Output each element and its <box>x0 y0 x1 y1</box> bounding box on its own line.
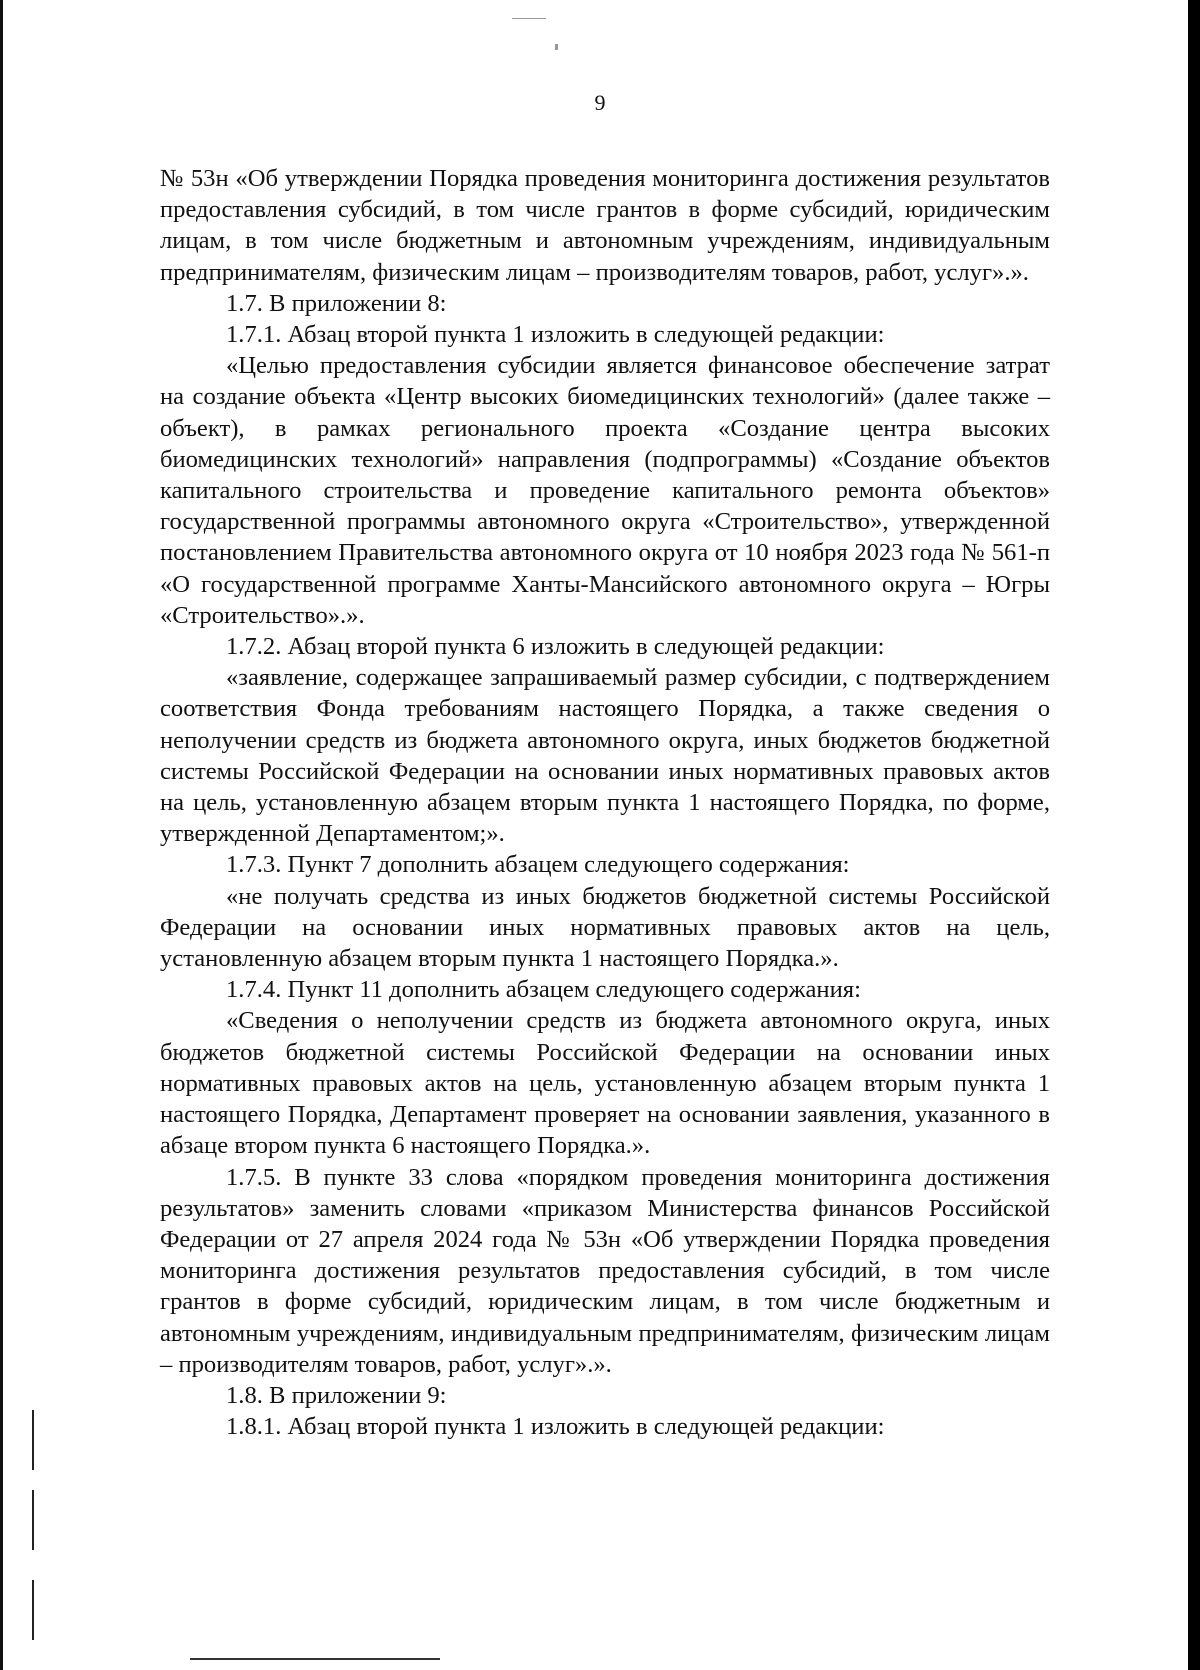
scan-right-edge <box>1188 0 1200 1670</box>
scan-noise-mark <box>555 44 558 50</box>
paragraph: 1.8.1. Абзац второй пункта 1 изложить в следующей редакции: <box>226 1413 885 1441</box>
paragraph: № 53н «Об утверждении Порядка проведения мониторинга достижения результатов предоставления субсидий, в том числе грантов в форме субсидий, юридическим лицам, в том числе бюджетным и автономным учреждениям, индивидуальным предпринимателям, физическим лицам – производителям товаров, работ, услуг».». <box>160 165 1050 286</box>
paragraph: «не получать средства из иных бюджетов бюджетной системы Российской Федерации на основании иных нормативных правовых актов на цель, установленную абзацем вторым пункта 1 настоящего Порядка.». <box>160 882 1050 973</box>
paragraph: 1.7.5. В пункте 33 слова «порядком проведения мониторинга достижения результатов» заменить словами «приказом Министерства финансов Российской Федерации от 27 апреля 2024 года № 53н «Об утверждении Порядка проведения мониторинга достижения результатов предоставления субсидий, в том числе грантов в форме субсидий, юридическим лицам, в том числе бюджетным и автономным учреждениям, индивидуальным предпринимателям, физическим лицам – производителям товаров, работ, услуг».». <box>160 1163 1050 1378</box>
scan-left-tick <box>32 1490 34 1550</box>
scan-left-tick <box>32 1410 34 1470</box>
scan-left-edge <box>0 0 3 1670</box>
paragraph: «Сведения о неполучении средств из бюджета автономного округа, иных бюджетов бюджетной системы Российской Федерации на основании иных нормативных правовых актов на цель, установленную абзацем вторым пункта 1 настоящего Порядка, Департамент проверяет на основании заявления, указанного в абзаце втором пункта 6 настоящего Порядка.». <box>160 1007 1050 1160</box>
paragraph: 1.7.2. Абзац второй пункта 6 изложить в следующей редакции: <box>226 633 885 661</box>
document-body <box>160 163 1050 1442</box>
paragraph: 1.7.1. Абзац второй пункта 1 изложить в следующей редакции: <box>226 321 885 349</box>
paragraph: 1.8. В приложении 9: <box>226 1381 447 1409</box>
scan-left-tick <box>32 1580 34 1640</box>
page-number: 9 <box>594 90 606 115</box>
scan-noise-mark <box>512 18 546 19</box>
paragraph: «заявление, содержащее запрашиваемый размер субсидии, с подтверждением соответствия Фонда требованиям настоящего Порядка, а также сведения о неполучении средств из бюджета автономного округа, иных бюджетов бюджетной системы Российской Федерации на основании иных нормативных правовых актов на цель, установленную абзацем вторым пункта 1 настоящего Порядка, по форме, утвержденной Департаментом;». <box>160 664 1050 848</box>
footer-rule <box>190 1658 440 1660</box>
paragraph: 1.7.4. Пункт 11 дополнить абзацем следующего содержания: <box>226 976 861 1004</box>
paragraph: 1.7.3. Пункт 7 дополнить абзацем следующего содержания: <box>226 851 850 879</box>
paragraph: 1.7. В приложении 8: <box>226 289 447 317</box>
paragraph: «Целью предоставления субсидии является финансовое обеспечение затрат на создание объекта «Центр высоких биомедицинских технологий» (далее также – объект), в рамках регионального проекта «Создание центра высоких биомедицинских технологий» направления (подпрограммы) «Создание объектов капитального строительства и проведение капитального ремонта объектов» государственной программы автономного округа «Строительство», утвержденной постановлением Правительства автономного округа от 10 ноября 2023 года № 561-п «О государственной программе Ханты-Мансийского автономного округа – Югры «Строительство».». <box>160 352 1050 629</box>
